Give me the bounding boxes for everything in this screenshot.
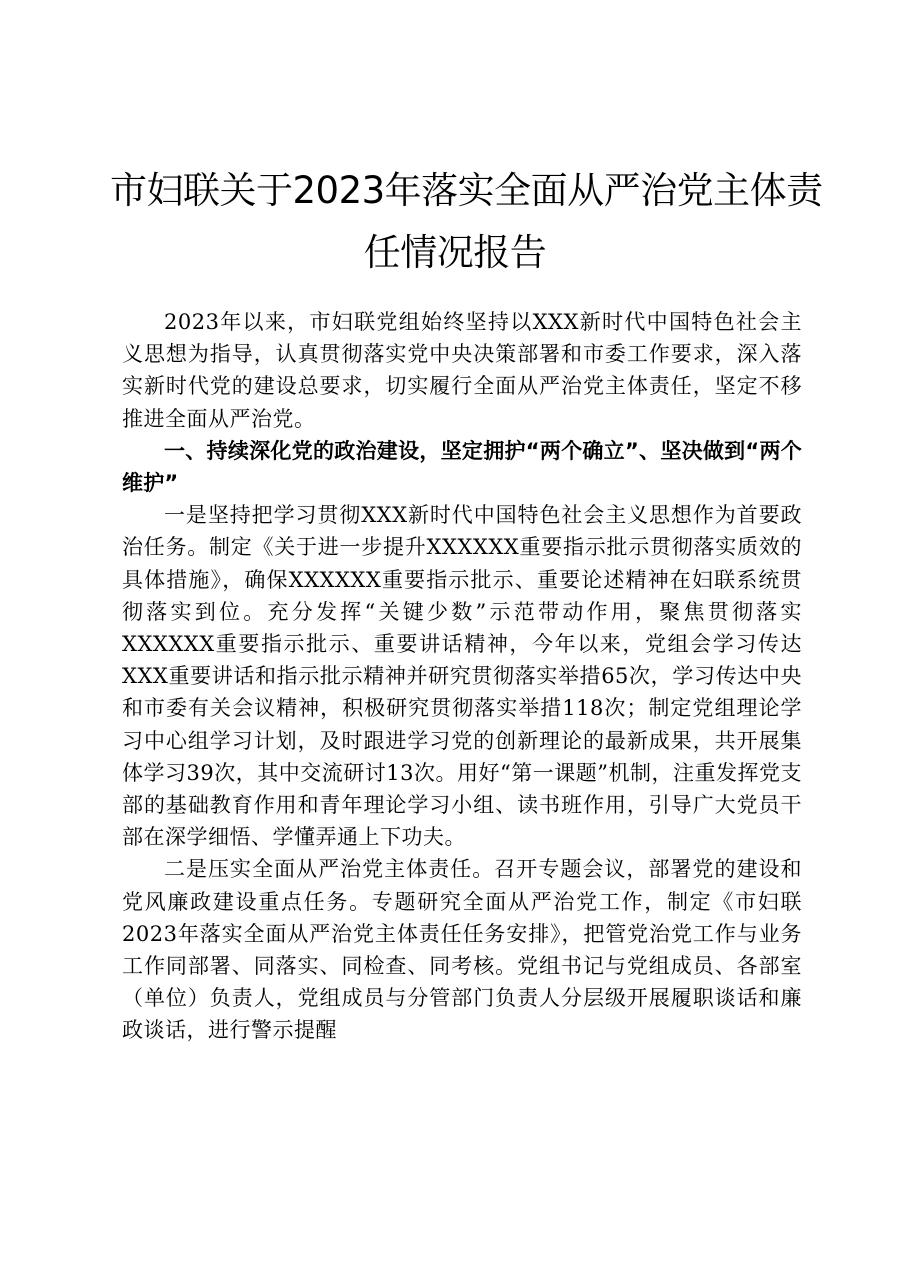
body-paragraph-1: 一是坚持把学习贯彻XXX新时代中国特色社会主义思想作为首要政治任务。制定《关于进一步提升XXXXXX重要指示批示贯彻落实质效的具体措施》，确保XXXXXX重要指示批示、重要论述精神在妇联系统贯彻落实到位。充分发挥“关键少数”示范带动作用，聚焦贯彻落实XXXXXX重要指示批示、重要讲话精神，今年以来，党组会学习传达XXX重要讲话和指示批示精神并研究贯彻落实举措65次，学习传达中央和市委有关会议精神，积极研究贯彻落实举措118次；制定党组理论学习中心组学习计划，及时跟进学习党的创新理论的最新成果，共开展集体学习39次，其中交流研讨13次。用好“第一课题”机制，注重发挥党支部的基础教育作用和青年理论学习小组、读书班作用，引导广大党员干部在深学细悟、学懂弄通上下功夫。 [122, 503, 802, 850]
intro-paragraph: 2023年以来，市妇联党组始终坚持以XXX新时代中国特色社会主义思想为指导，认真贯彻落实党中央决策部署和市委工作要求，深入落实新时代党的建设总要求，切实履行全面从严治党主体责任，坚定不移推进全面从严治党。 [122, 310, 802, 431]
title-line-2: 任情况报告 [363, 231, 547, 274]
document-body [122, 306, 802, 1047]
body-paragraph-2: 二是压实全面从严治党主体责任。召开专题会议，部署党的建设和党风廉政建设重点任务。专题研究全面从严治党工作，制定《市妇联2023年落实全面从严治党主体责任任务安排》，把管党治党工作与业务工作同部署、同落实、同检查、同考核。党组书记与党组成员、各部室（单位）负责人，党组成员与分管部门负责人分层级开展履职谈话和廉政谈话，进行警示提醒 [122, 857, 802, 1043]
document-title [110, 160, 823, 284]
title-line-1: 市妇联关于2023年落实全面从严治党主体责 [110, 169, 823, 212]
section-heading-1: 一、持续深化党的政治建设，坚定拥护“两个确立”、坚决做到“两个维护” [122, 438, 802, 496]
